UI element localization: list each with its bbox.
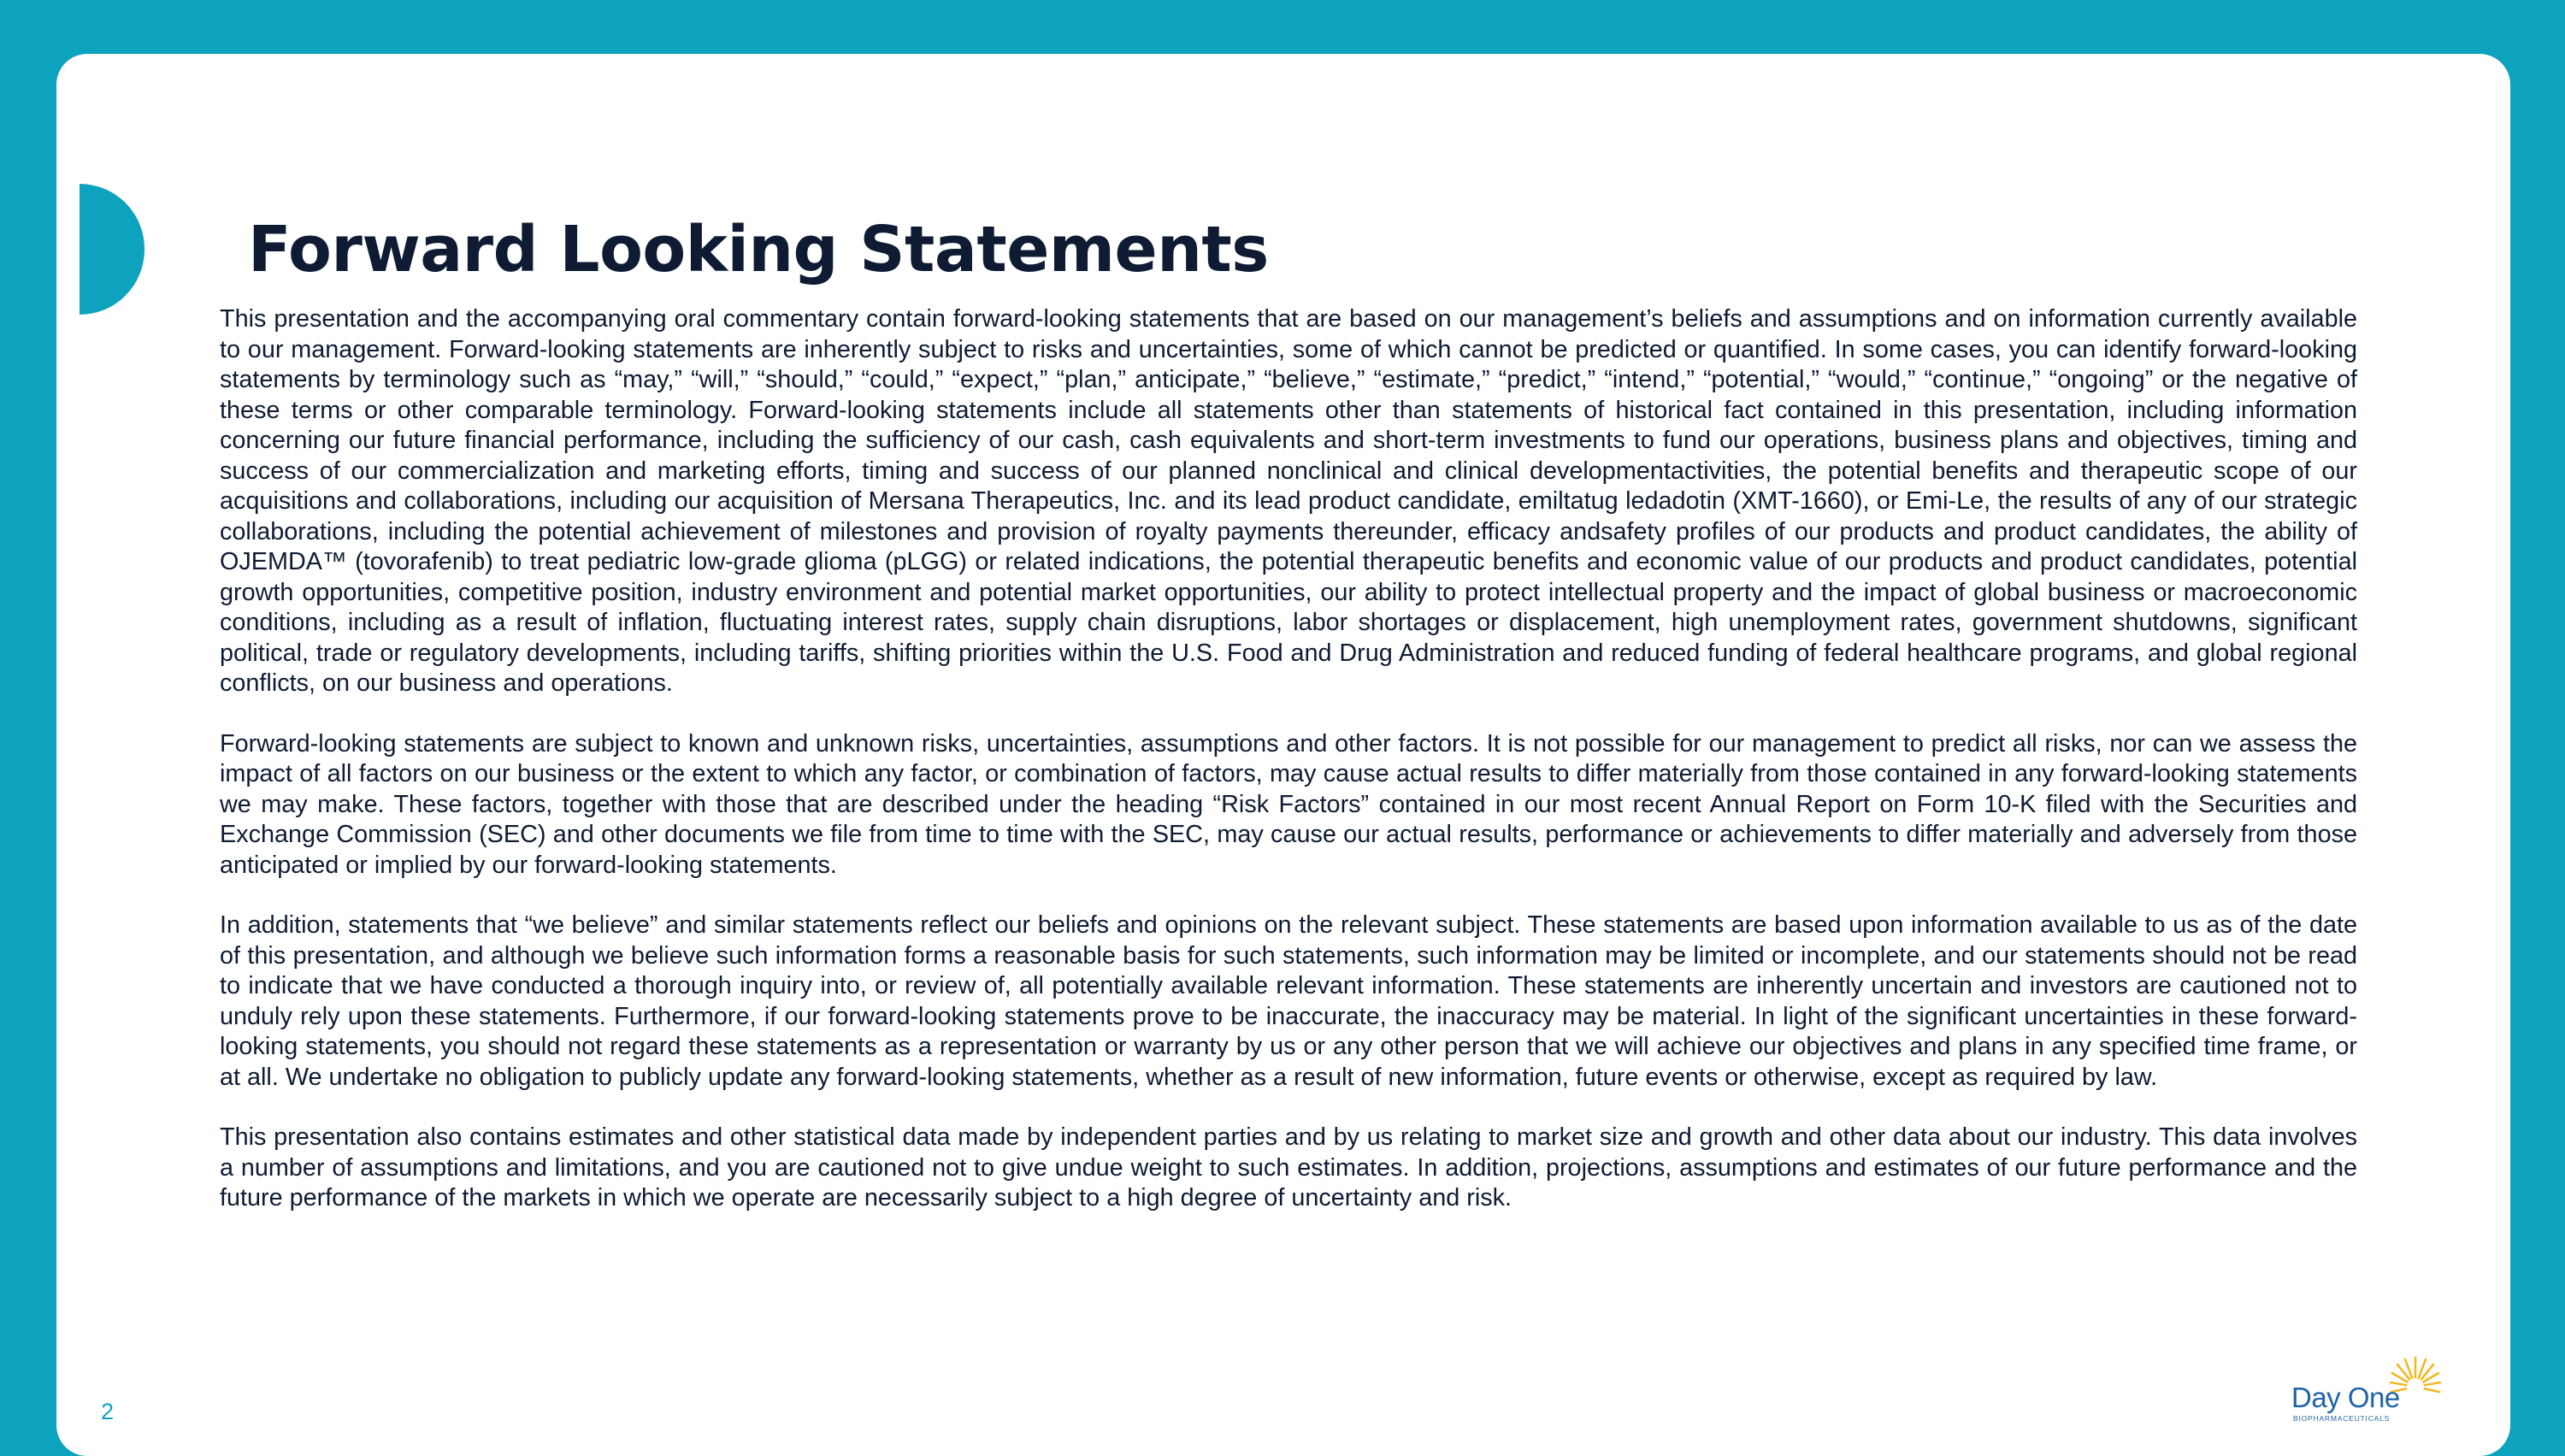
side-tab-decoration <box>80 184 144 315</box>
paragraph-risks: Forward-looking statements are subject to known and unknown risks, uncertainties, assumptions and other factors. It is not possible for our management to predict all risks, nor can we assess the impact of all factors on our business or the extent to which any factor, or combination of factors, may cause actual results to differ materially from those contained in any forward-looking statements we may make. These factors, together with those that are described under the heading “Risk Factors” contained in our most recent Annual Report on Form 10-K filed with the Securities and Exchange Commission (SEC) and other documents we file from time to time with the SEC, may cause our actual results, performance or achievements to differ materially and adversely from those anticipated or implied by our forward-looking statements. <box>220 729 2357 879</box>
paragraph-forward-looking: This presentation and the accompanying oral commentary contain forward-looking statements that are based on our management’s beliefs and assumptions and on information currently available to our management. Forward-looking statements are inherently subject to risks and uncertainties, some of which cannot be predicted or quantified. In some cases, you can identify forward-looking statements by terminology such as “may,” “will,” “should,” “could,” “expect,” “plan,” anticipate,” “believe,” “estimate,” “predict,” “intend,” “potential,” “would,” “continue,” “ongoing” or the negative of these terms or other comparable terminology. Forward-looking statements include all statements other than statements of historical fact contained in this presentation, including information concerning our future financial performance, including the sufficiency of our cash, cash equivalents and short-term investments to fund our operations, business plans and objectives, timing and success of our commercialization and marketing efforts, timing and success of our planned nonclinical and clinical developmentactivities, the potential benefits and therapeutic scope of our acquisitions and collaborations, including our acquisition of Mersana Therapeutics, Inc. and its lead product candidate, emiltatug ledadotin (XMT-1660), or Emi-Le, the results of any of our strategic collaborations, including the potential achievement of milestones and provision of royalty payments thereunder, efficacy andsafety profiles of our products and product candidates, the ability of OJEMDA™ (tovorafenib) to treat pediatric low-grade glioma (pLGG) or related indications, the potential therapeutic benefits and economic value of our products and product candidates, potential growth opportunities, competitive position, industry environment and potential market opportunities, our ability to protect intellectual property and the impact of global business or macroeconomic conditions, including as a result of inflation, fluctuating interest rates, supply chain disruptions, labor shortages or displacement, high unemployment rates, government shutdowns, significant political, trade or regulatory developments, including tariffs, shifting priorities within the U.S. Food and Drug Administration and reduced funding of federal healthcare programs, and global regional conflicts, on our business and operations. <box>220 305 2357 697</box>
statement-body <box>220 304 2357 1244</box>
paragraph-beliefs: In addition, statements that “we believe” and similar statements reflect our beliefs and opinions on the relevant subject. These statements are based upon information available to us as of the date of this presentation, and although we believe such information forms a reasonable basis for such statements, such information may be limited or incomplete, and our statements should not be read to indicate that we have conducted a thorough inquiry into, or review of, all potentially available relevant information. These statements are inherently uncertain and investors are cautioned not to unduly rely upon these statements. Furthermore, if our forward-looking statements prove to be inaccurate, the inaccuracy may be material. In light of the significant uncertainties in these forward-looking statements, you should not regard these statements as a representation or warranty by us or any other person that we will achieve our objectives and plans in any specified time frame, or at all. We undertake no obligation to publicly update any forward-looking statements, whether as a result of new information, future events or otherwise, except as required by law. <box>220 911 2357 1091</box>
page-number: 2 <box>101 1399 115 1424</box>
day-one-logo <box>2283 1353 2445 1424</box>
logo-subtitle: BIOPHARMACEUTICALS <box>2293 1414 2391 1423</box>
slide-title: Forward Looking Statements <box>248 213 1269 286</box>
logo-name: Day One <box>2291 1382 2400 1413</box>
paragraph-estimates: This presentation also contains estimates and other statistical data made by independent parties and by us relating to market size and growth and other data about our industry. This data involves a number of assumptions and limitations, and you are cautioned not to give undue weight to such estimates. In addition, projections, assumptions and estimates of our future performance and the future performance of the markets in which we operate are necessarily subject to a high degree of uncertainty and risk. <box>220 1123 2357 1211</box>
